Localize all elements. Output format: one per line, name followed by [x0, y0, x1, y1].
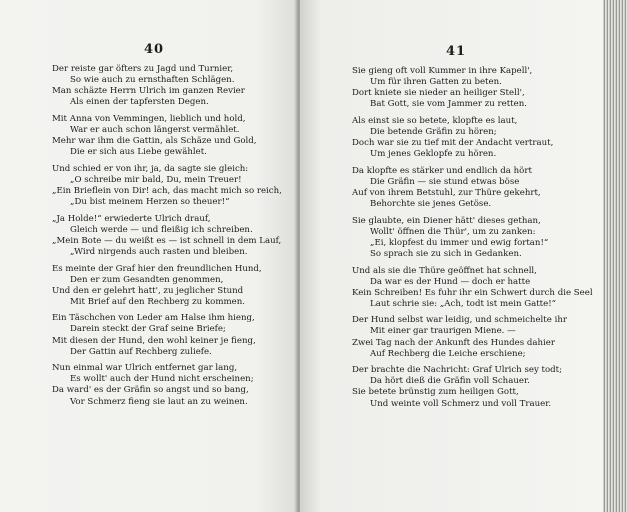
page-number: 41 — [446, 44, 467, 59]
poem-line: Und schied er von ihr, ja, da sagte sie gleich: — [52, 163, 249, 174]
poem-line: „Ein Brieflein von Dir! ach, das macht mich so reich, — [52, 185, 282, 196]
poem-line: Mit diesen der Hund, den wohl keiner je fieng, — [52, 335, 256, 346]
poem-line: Die er sich aus Liebe gewählet. — [70, 147, 207, 158]
poem-line: Und als sie die Thüre geöffnet hat schnell, — [352, 265, 537, 276]
poem-line: Mit einer gar traurigen Miene. — — [370, 326, 516, 337]
poem-line: Als einen der tapfersten Degen. — [70, 97, 209, 108]
poem-line: Doch war sie zu tief mit der Andacht vertraut, — [352, 138, 554, 149]
poem-line: Der Hund selbst war leidig, und schmeichelte ihr — [352, 315, 567, 326]
poem-line: „Wird nirgends auch rasten und bleiben. — [70, 246, 248, 257]
poem-line: Auf Rechberg die Leiche erschiene; — [370, 348, 526, 359]
poem-line: Darein steckt der Graf seine Briefe; — [70, 324, 226, 335]
poem-line: Mehr war ihm die Gattin, als Schäze und Gold, — [52, 136, 257, 147]
poem-line: Wollt' öffnen die Thür', um zu zanken: — [370, 226, 536, 237]
poem-line: Man schäzte Herrn Ulrich im ganzen Revier — [52, 86, 245, 97]
poem-text — [52, 64, 282, 408]
right-page — [300, 0, 603, 512]
poem-line: Es wollt' auch der Hund nicht erscheinen; — [70, 374, 254, 385]
poem-line: Und weinte voll Schmerz und voll Trauer. — [370, 398, 552, 409]
poem-line: Dort kniete sie nieder an heiliger Stell', — [352, 88, 525, 99]
poem-line: „Mein Bote — du weißt es — ist schnell in dem Lauf, — [52, 235, 282, 246]
page-number: 40 — [144, 42, 165, 57]
poem-line: „O schreibe mir bald, Du, mein Treuer! — [70, 174, 242, 185]
poem-text — [352, 66, 593, 410]
poem-line: Um für ihren Gatten zu beten. — [370, 77, 502, 88]
poem-line: Kein Schreiben! Es fuhr ihr ein Schwert durch die Seel — [352, 287, 593, 298]
poem-line: Die betende Gräfin zu hören; — [370, 126, 497, 137]
poem-line: Behorchte sie jenes Getöse. — [370, 199, 492, 210]
poem-line: Vor Schmerz fieng sie laut an zu weinen. — [70, 396, 248, 407]
poem-line: Da klopfte es stärker und endlich da hört — [352, 165, 532, 176]
poem-line: Ein Täschchen von Leder am Halse ihm hieng, — [52, 313, 255, 324]
poem-line: Zwei Tag nach der Ankunft des Hundes dahier — [352, 337, 555, 348]
poem-line: „Ei, klopfest du immer und ewig fortan!“ — [370, 237, 549, 248]
poem-line: „Ja Holde!“ erwiederte Ulrich drauf, — [52, 213, 211, 224]
poem-line: Auf von ihrem Betstuhl, zur Thüre gekehrt, — [352, 187, 541, 198]
poem-line: Bat Gott, sie vom Jammer zu retten. — [370, 99, 527, 110]
poem-line: So sprach sie zu sich in Gedanken. — [370, 248, 522, 259]
poem-line: Da ward' es der Gräfin so angst und so bang, — [52, 385, 249, 396]
poem-line: Sie glaubte, ein Diener hätt' dieses gethan, — [352, 215, 541, 226]
poem-line: Nun einmal war Ulrich entfernet gar lang, — [52, 363, 238, 374]
poem-line: Die Gräfin — sie stund etwas böse — [370, 176, 520, 187]
poem-line: Laut schrie sie: „Ach, todt ist mein Gatte!“ — [370, 298, 557, 309]
poem-line: Da hört dieß die Gräfin voll Schauer. — [370, 376, 530, 387]
poem-line: Um jenes Geklopfe zu hören. — [370, 149, 497, 160]
poem-line: Sie gieng oft voll Kummer in ihre Kapell', — [352, 66, 533, 76]
poem-line: Als einst sie so betete, klopfte es laut, — [352, 115, 518, 126]
poem-line: Der Gattin auf Rechberg zuliefe. — [70, 346, 212, 357]
poem-line: Mit Brief auf den Rechberg zu kommen. — [70, 296, 245, 307]
poem-line: Gleich werde — und fleißig ich schreiben. — [70, 224, 253, 235]
poem-line: Der brachte die Nachricht: Graf Ulrich sey todt; — [352, 365, 563, 376]
poem-line: So wie auch zu ernsthaften Schlägen. — [70, 75, 235, 86]
poem-line: Der reiste gar öfters zu Jagd und Turnier, — [52, 64, 234, 74]
poem-line: Es meinte der Graf hier den freundlichen Hund, — [52, 263, 262, 274]
poem-line: Und den er gelehrt hatt', zu jeglicher Stund — [52, 285, 244, 296]
poem-line: Mit Anna von Vemmingen, lieblich und hold, — [52, 113, 246, 124]
poem-line: Den er zum Gesandten genommen, — [70, 274, 224, 285]
poem-line: Sie betete brünstig zum heiligen Gott, — [352, 387, 519, 398]
poem-line: „Du bist meinem Herzen so theuer!“ — [70, 197, 230, 208]
poem-line: War er auch schon längerst vermählet. — [70, 124, 240, 135]
poem-line: Da war es der Hund — doch er hatte — [370, 276, 531, 287]
page-edges — [603, 0, 627, 512]
left-page — [0, 0, 300, 512]
